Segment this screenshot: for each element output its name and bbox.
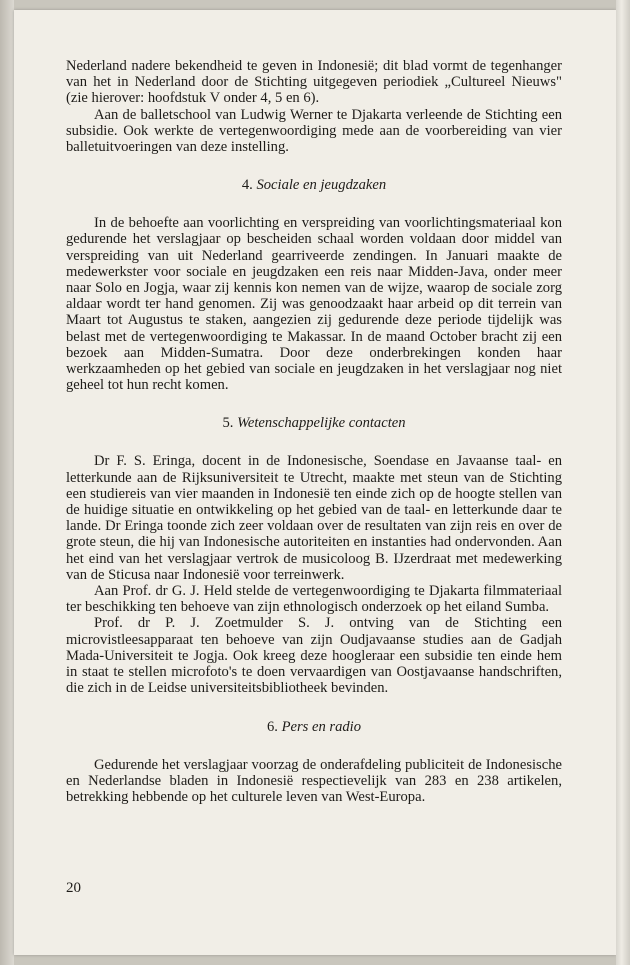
- paragraph: Aan Prof. dr G. J. Held stelde de vertegenwoordiging te Djakarta filmmateriaal ter beschikking ten behoeve van zijn ethnologisch onderzoek op het eiland Sumba.: [66, 583, 562, 616]
- paragraph: Nederland nadere bekendheid te geven in Indonesië; dit blad vormt de tegenhanger van het in Nederland door de Stichting uitgegeven periodiek „Cultureel Nieuws" (zie hierover: hoofdstuk V onder 4, 5 en 6).: [66, 58, 562, 107]
- paragraph: Gedurende het verslagjaar voorzag de onderafdeling publiciteit de Indonesische en Nederlandse bladen in Indonesië respectievelijk van 283 en 238 artikelen, betrekking hebbende op het culturele leven van West-Europa.: [66, 756, 562, 805]
- paragraph: Prof. dr P. J. Zoetmulder S. J. ontving van de Stichting een microvistleesapparaat ten behoeve van zijn Oudjavaanse studies aan de Gadjah Mada-Universiteit te Jogja. Ook kreeg deze hoogleraar een subsidie ten einde hem in staat te stellen microfoto's te doen vervaardigen van Oostjavaanse handschriften, die zich in de Leidse universiteitsbibliotheek bevinden.: [66, 615, 562, 697]
- section-heading-4: [66, 177, 562, 193]
- paragraph: In de behoefte aan voorlichting en verspreiding van voorlichtingsmateriaal kon gedurende het verslagjaar op bescheiden schaal worden voldaan door middel van verspreiding van uit Nederland gearriveerde zendingen. In Januari maakte de medewerkster voor sociale en jeugdzaken een reis naar Midden-Java, onder meer naar Solo en Jogja, waar zij kennis kon nemen van de wijze, waarop de sociale zorg aldaar wordt ter hand genomen. Zij was genoodzaakt haar arbeid op dit terrein van Maart tot Augustus te staken, aangezien zij gedurende deze periode tijdelijk was belast met de vertegenwoordiging te Makassar. In de maand October bracht zij een bezoek aan Midden-Sumatra. Door deze onderbrekingen konden haar werkzaamheden op het gebied van sociale en jeugdzaken in het verslagjaar nog niet geheel tot hun recht komen.: [66, 215, 562, 394]
- paragraph: Dr F. S. Eringa, docent in de Indonesische, Soendase en Javaanse taal- en letterkunde aan de Rijksuniversiteit te Utrecht, maakte met steun van de Stichting een studiereis van vier maanden in Indonesië ten einde zich op de hoogte stellen van de huidige situatie en ontwikkeling op het gebied van de taal- en letterkunde daar te lande. Dr Eringa toonde zich zeer voldaan over de resultaten van zijn reis en over de grote steun, die hij van Indonesische autoriteiten en instanties had ondervonden. Aan het eind van het verslagjaar vertrok de musicoloog B. IJzerdraat met medewerking van de Sticusa naar Indonesië voor terreinwerk.: [66, 453, 562, 583]
- section-heading-6: [66, 719, 562, 735]
- section-number: 6.: [266, 718, 278, 735]
- paragraph: Aan de balletschool van Ludwig Werner te Djakarta verleende de Stichting een subsidie. Ook werkte de vertegenwoordiging mede aan de voorbereiding van vier balletuitvoeringen van deze instelling.: [66, 106, 562, 156]
- book-gutter: [0, 0, 14, 965]
- section-number: 5.: [222, 415, 234, 432]
- section-title: Wetenschappelijke contacten: [237, 415, 406, 432]
- page-number: 20: [66, 880, 81, 896]
- section-title: Pers en radio: [281, 718, 362, 735]
- section-number: 4.: [241, 177, 253, 194]
- page-edge: [616, 0, 630, 965]
- section-title: Sociale en jeugdzaken: [256, 177, 387, 194]
- section-heading-5: [66, 415, 562, 431]
- body-text: [66, 58, 562, 805]
